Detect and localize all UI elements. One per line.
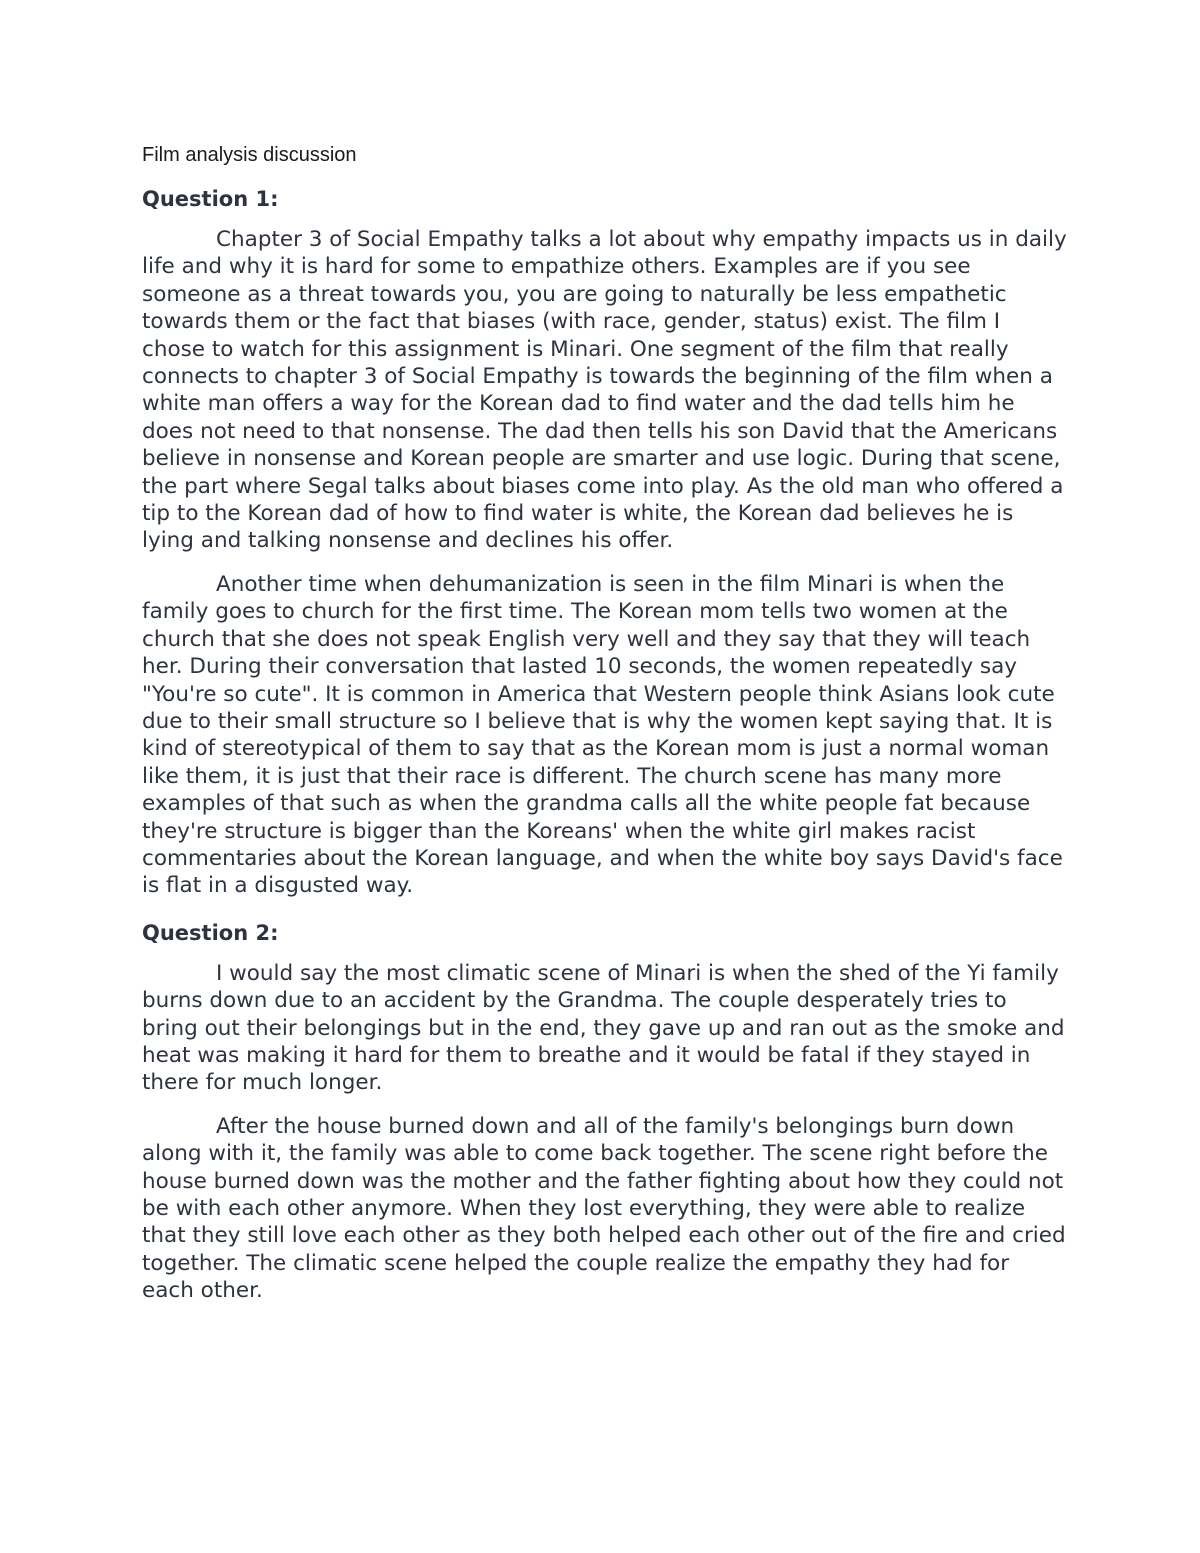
section-question-1 xyxy=(142,184,1067,900)
question-1-paragraph-1: Chapter 3 of Social Empathy talks a lot about why empathy impacts us in daily life and why it is hard for some to empathize others. Examples are if you see someone as a threat towards you, you are going to naturally be less empathetic towards them or the fact that biases (with race, gender, status) exist. The film I chose to watch for this assignment is Minari. One segment of the film that really connects to chapter 3 of Social Empathy is towards the beginning of the film when a white man offers a way for the Korean dad to find water and the dad tells him he does not need to that nonsense. The dad then tells his son David that the Americans believe in nonsense and Korean people are smarter and use logic. During that scene, the part where Segal talks about biases come into play. As the old man who offered a tip to the Korean dad of how to find water is white, the Korean dad believes he is lying and talking nonsense and declines his offer. xyxy=(142,227,1067,554)
question-2-paragraph-2: After the house burned down and all of the family's belongings burn down along with it, the family was able to come back together. The scene right before the house burned down was the mother and the father fighting about how they could not be with each other anymore. When they lost everything, they were able to realize that they still love each other as they both helped each other out of the fire and cried together. The climatic scene helped the couple realize the empathy they had for each other. xyxy=(142,1113,1066,1304)
document-title: Film analysis discussion xyxy=(142,144,357,166)
question-1-heading: Question 1: xyxy=(142,187,279,211)
document-page xyxy=(142,140,1067,1321)
question-2-paragraph-1: I would say the most climatic scene of Minari is when the shed of the Yi family burns down due to an accident by the Grandma. The couple desperately tries to bring out their belongings but in the end, they gave up and ran out as the smoke and heat was making it hard for them to breathe and it would be fatal if they stayed in there for much longer. xyxy=(142,960,1065,1096)
question-2-heading: Question 2: xyxy=(142,920,279,945)
question-1-paragraph-2: Another time when dehumanization is seen in the film Minari is when the family goes to church for the first time. The Korean mom tells two women at the church that she does not speak English very well and they say that they will teach her. During their conversation that lasted 10 seconds, the women repeatedly say "You're so cute". It is common in America that Western people think Asians look cute due to their small structure so I believe that is why the women kept saying that. It is kind of stereotypical of them to say that as the Korean mom is just a normal woman like them, it is just that their race is different. The church scene has many more examples of that such as when the grandma calls all the white people fat because they're structure is bigger than the Koreans' when the white girl makes racist commentaries about the Korean language, and when the white boy says David's face is flat in a disgusted way. xyxy=(142,571,1063,899)
section-question-2 xyxy=(142,918,1067,1305)
